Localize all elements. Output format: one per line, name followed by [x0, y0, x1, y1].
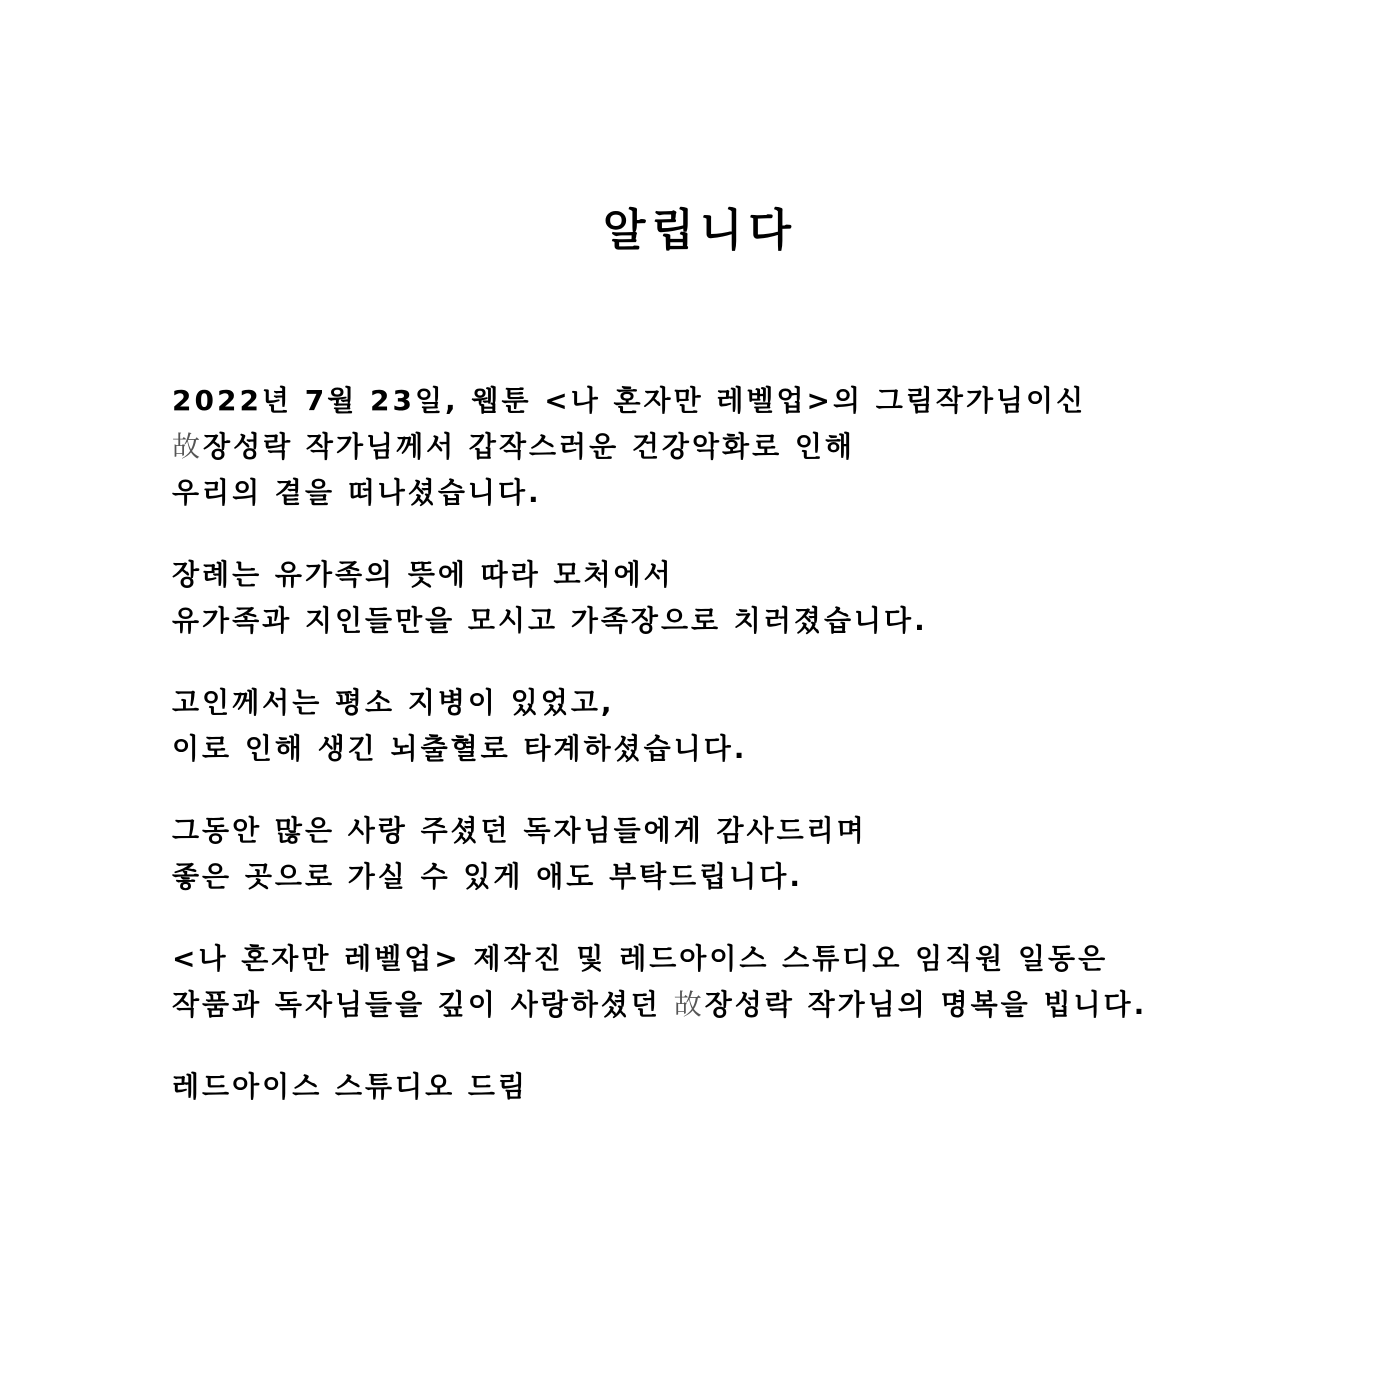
notice-title: 알립니다 — [602, 205, 797, 256]
text-line: 작품과 독자님들을 깊이 사랑하셨던 故장성락 작가님의 명복을 빕니다. — [172, 988, 1148, 1021]
text-line: 2022년 7월 23일, 웹툰 <나 혼자만 레벨업>의 그림작가님이신 — [172, 384, 1087, 417]
hanja-late-marker: 故 — [673, 988, 705, 1021]
text-line: 이로 인해 생긴 뇌출혈로 타계하셨습니다. — [172, 732, 748, 765]
text-line: 고인께서는 평소 지병이 있었고, — [172, 686, 615, 719]
text-line: 좋은 곳으로 가실 수 있게 애도 부탁드립니다. — [172, 860, 803, 893]
signature: 레드아이스 스튜디오 드림 — [172, 1070, 529, 1103]
signature-block — [172, 1064, 1332, 1110]
hanja-late-marker: 故 — [172, 430, 204, 463]
paragraph-thanks — [172, 808, 1332, 900]
paragraph-condolence — [172, 936, 1332, 1028]
text-line: 유가족과 지인들만을 모시고 가족장으로 치러졌습니다. — [172, 604, 928, 637]
text-line: 故장성락 작가님께서 갑작스러운 건강악화로 인해 — [172, 430, 855, 463]
paragraph-funeral — [172, 552, 1332, 644]
text-line: <나 혼자만 레벨업> 제작진 및 레드아이스 스튜디오 임직원 일동은 — [172, 942, 1109, 975]
text-line: 우리의 곁을 떠나셨습니다. — [172, 476, 542, 509]
paragraph-announcement — [172, 378, 1332, 516]
text-line: 그동안 많은 사랑 주셨던 독자님들에게 감사드리며 — [172, 814, 867, 847]
notice-body — [172, 378, 1332, 1146]
paragraph-cause — [172, 680, 1332, 772]
text-line: 장례는 유가족의 뜻에 따라 모처에서 — [172, 558, 674, 591]
